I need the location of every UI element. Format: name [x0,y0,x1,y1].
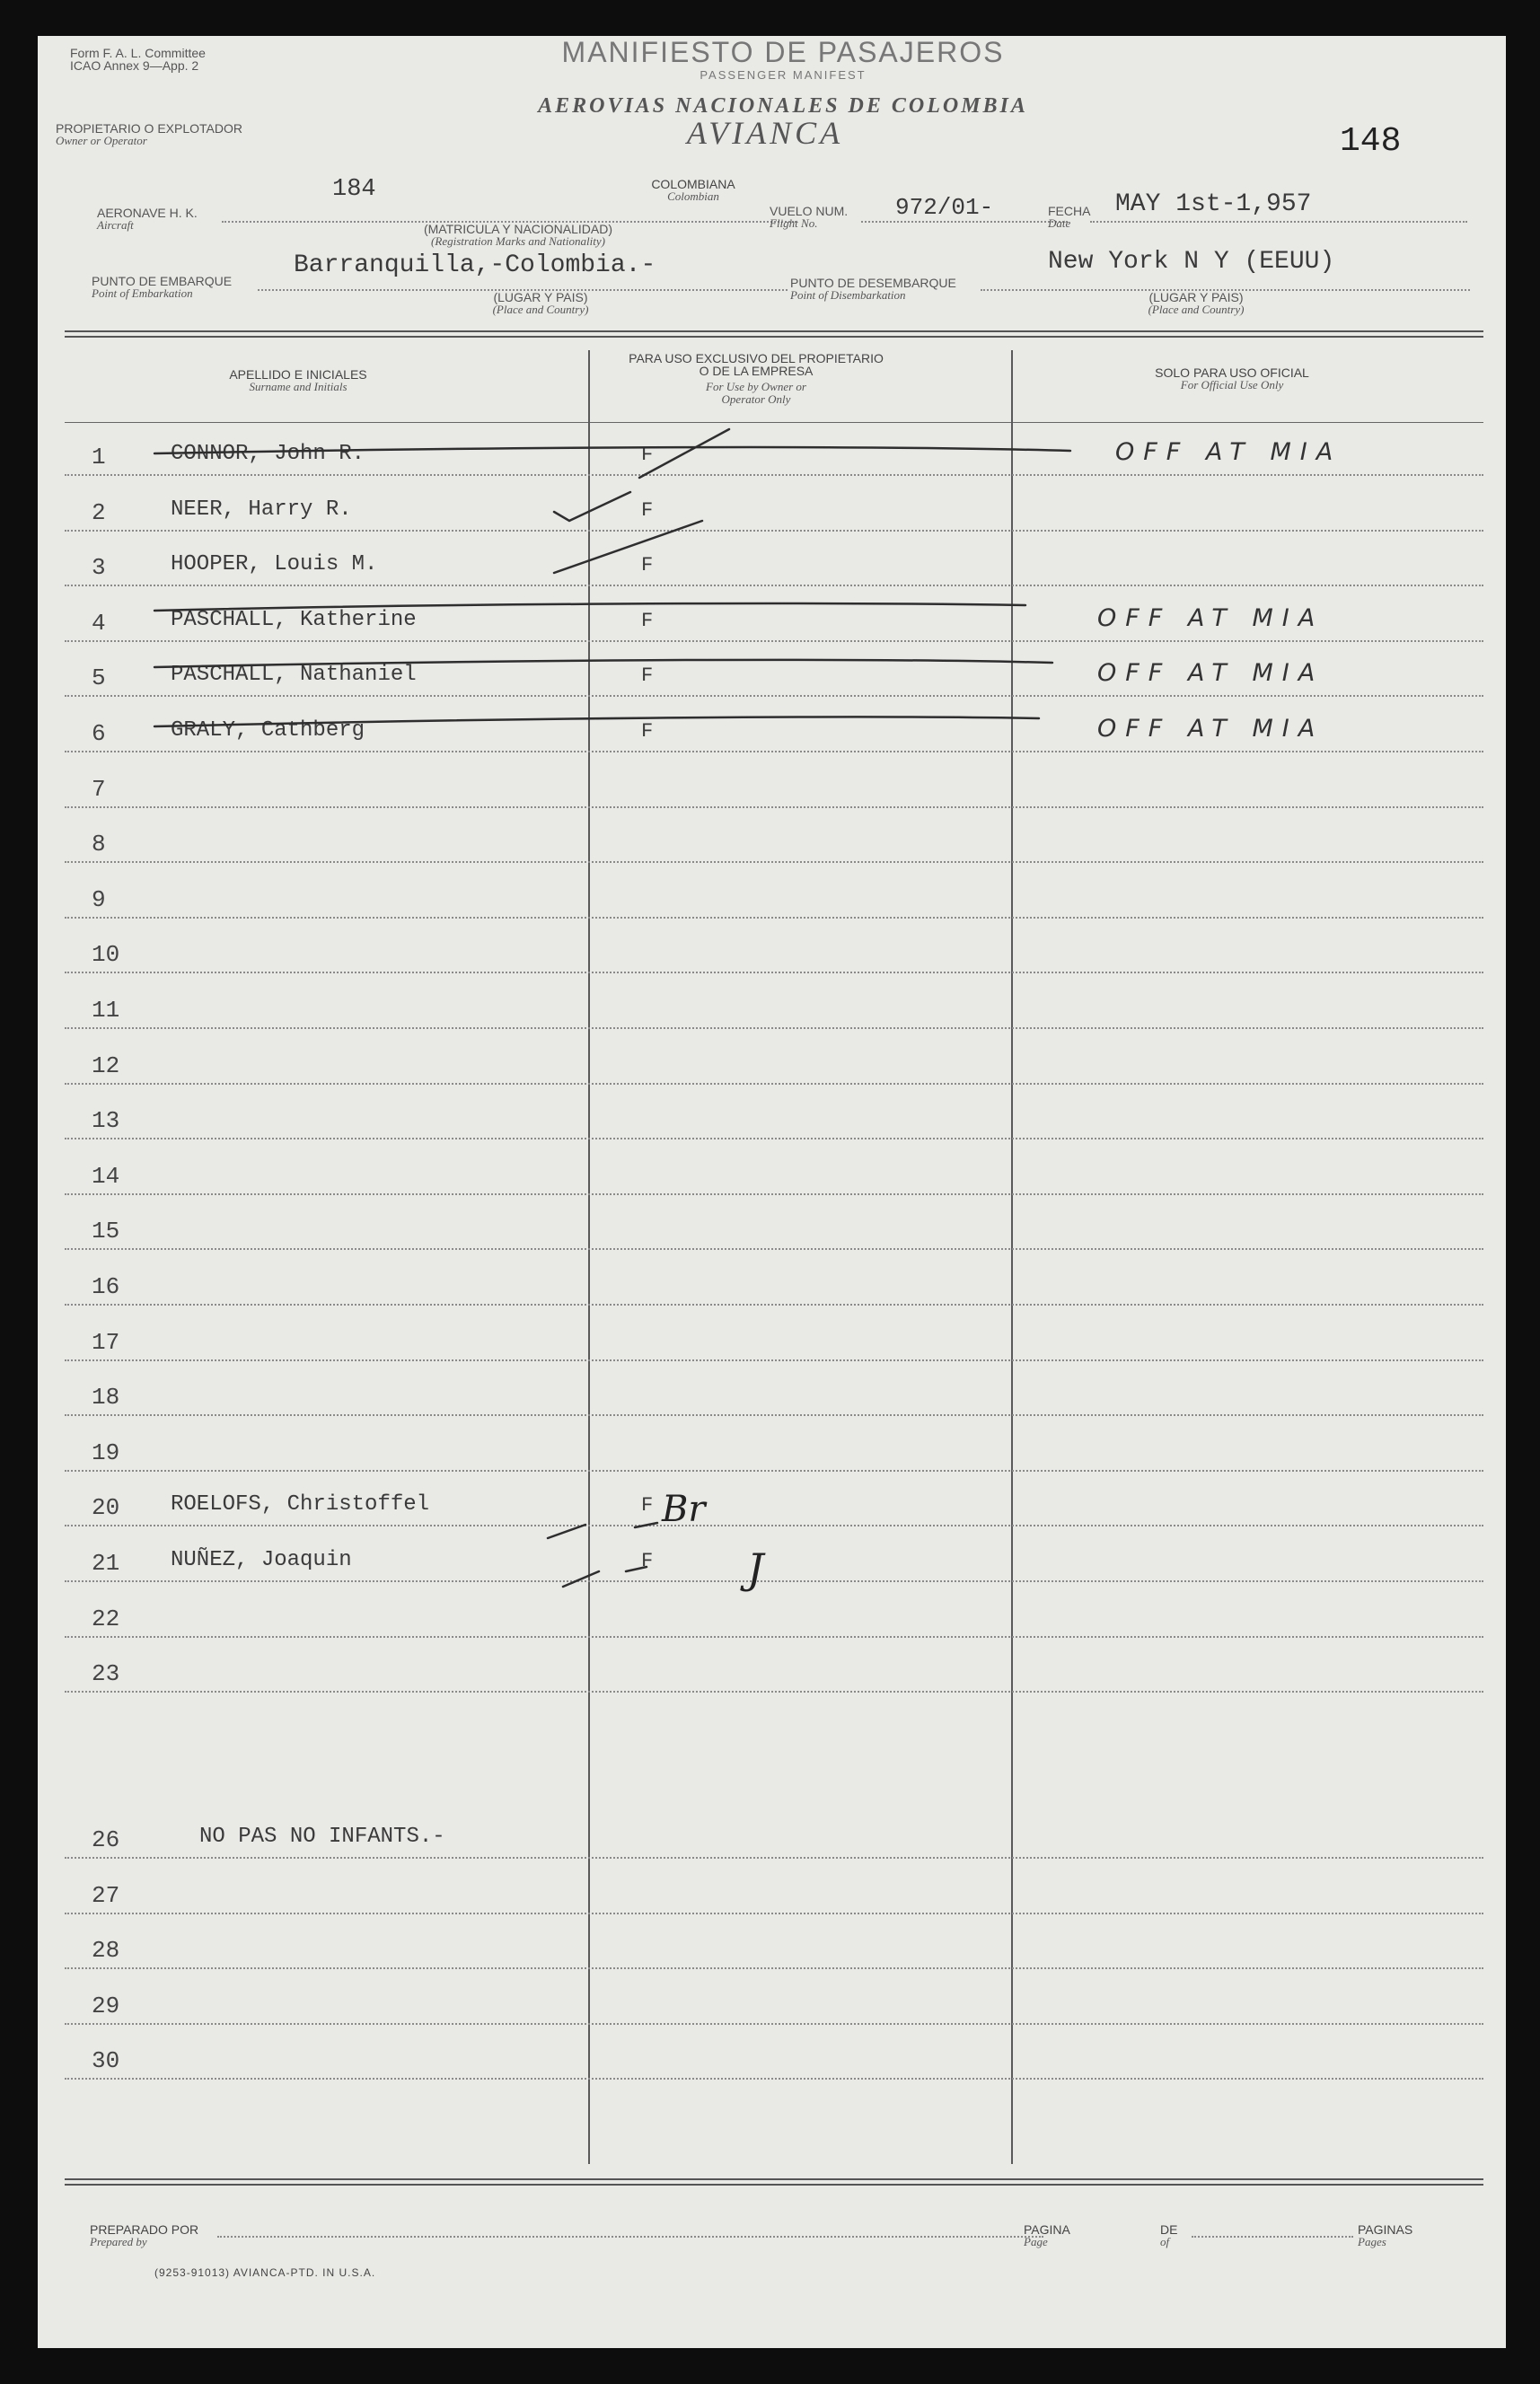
de-es: DE [1160,2222,1178,2237]
row-number: 20 [92,1494,120,1522]
passenger-name: NUÑEZ, Joaquin [171,1548,352,1572]
row-number: 9 [92,885,106,913]
row-number: 26 [92,1826,120,1853]
manifest-title: MANIFIESTO DE PASAJEROS [561,36,1005,68]
strike-row5 [154,660,1052,667]
row-number: 17 [92,1328,120,1356]
pagina-en: Page [1024,2235,1048,2248]
row-number: 13 [92,1107,120,1135]
date-value: MAY 1st-1,957 [1115,190,1312,218]
pagina-es: PAGINA [1024,2222,1070,2237]
strike-row6 [154,717,1039,726]
owner-code: F [641,664,654,688]
slash-row1 [639,429,729,478]
page-number: 148 [1340,122,1402,161]
embark-label-en: Point of Embarkation [92,286,193,300]
paginas-en: Pages [1358,2235,1386,2248]
official-note: OFF AT MIA [1097,603,1324,632]
airline-name: AEROVIAS NACIONALES DE COLOMBIA [538,94,1028,118]
aircraft-caption-es: (MATRICULA Y NACIONALIDAD) [423,222,613,236]
date-label-es: FECHA [1048,204,1091,218]
form-ref-line1: Form F. A. L. Committee [70,46,206,60]
row-number: 18 [92,1384,120,1412]
row-number: 7 [92,775,106,803]
owner-code: F [641,609,654,632]
row-number: 1 [92,444,106,471]
manifest-sheet [38,36,1506,2348]
strike-row1 [154,447,1070,453]
disembark-label-en: Point of Disembarkation [790,288,906,302]
row-number: 11 [92,997,120,1024]
nationality-above-es: COLOMBIANA [651,177,735,191]
disembark-label-es: PUNTO DE DESEMBARQUE [790,276,956,290]
airline-brand: AVIANCA [686,115,844,151]
disembark-caption-es: (LUGAR Y PAIS) [1148,290,1244,304]
slash-row3 [554,521,702,573]
row-number: 5 [92,664,106,692]
official-note: OFF AT MIA [1097,659,1324,688]
check-row2 [554,492,630,521]
embark-caption-es: (LUGAR Y PAIS) [493,290,588,304]
disembark-value: New York N Y (EEUU) [1048,248,1335,276]
prepared-by-es: PREPARADO POR [90,2222,199,2237]
row-number: 4 [92,609,106,637]
row-number: 2 [92,498,106,526]
owner-code: F [641,1494,654,1517]
paginas-label [1358,2223,1412,2248]
form-ref-line2: ICAO Annex 9—App. 2 [70,58,199,73]
col-header-official-en: For Official Use Only [1180,378,1284,391]
flight-label-es: VUELO NUM. [770,204,849,218]
row-number: 12 [92,1051,120,1079]
tick-row20-a [548,1525,585,1538]
de-en: of [1160,2235,1170,2248]
embark-label-es: PUNTO DE EMBARQUE [92,274,233,288]
tick-row21-b [626,1567,647,1571]
col-header-owner-en2: Operator Only [721,392,791,406]
initials-row21: J [747,1544,764,1593]
passenger-name: ROELOFS, Christoffel [171,1492,430,1517]
manifest-subtitle: PASSENGER MANIFEST [700,68,867,82]
owner-code: F [641,444,654,466]
row-number: 28 [92,1937,120,1965]
col-header-owner-en1: For Use by Owner or [706,380,806,393]
col-header-owner-es1: PARA USO EXCLUSIVO DEL PROPIETARIO [629,351,884,365]
row-number: 15 [92,1218,120,1245]
strike-row4 [154,603,1025,611]
tick-row21-a [563,1571,599,1587]
passenger-name: GRALY, Cathberg [171,718,365,743]
paginas-es: PAGINAS [1358,2222,1413,2237]
aircraft-value: 184 [332,176,376,203]
aircraft-label-en: Aircraft [97,218,134,232]
owner-code: F [641,1550,654,1572]
embark-value: Barranquilla,-Colombia.- [294,251,656,279]
row-number: 6 [92,720,106,747]
row-number: 19 [92,1438,120,1466]
aircraft-label-es: AERONAVE H. K. [97,206,198,220]
prepared-by-en: Prepared by [90,2235,147,2248]
row-number: 23 [92,1660,120,1688]
passenger-name: PASCHALL, Nathaniel [171,663,417,688]
row-number: 21 [92,1550,120,1577]
row-number: 22 [92,1605,120,1632]
owner-label-es: PROPIETARIO O EXPLOTADOR [56,121,242,136]
col-header-name-es: APELLIDO E INICIALES [229,367,367,382]
passenger-name: PASCHALL, Katherine [171,607,417,632]
row-number: 27 [92,1881,120,1909]
nationality-above-en: Colombian [667,189,719,203]
col-header-owner-es2: O DE LA EMPRESA [699,364,814,378]
prepared-by-label [90,2223,198,2248]
de-label [1160,2223,1177,2248]
tick-row20-b [635,1523,657,1527]
owner-code: F [641,554,654,577]
flight-value: 972/01- [895,194,994,221]
row-number: 8 [92,831,106,858]
col-header-official-es: SOLO PARA USO OFICIAL [1155,365,1309,380]
row-number: 10 [92,941,120,969]
official-note: OFF AT MIA [1097,715,1324,743]
row-number: 30 [92,2047,120,2075]
passenger-name: NO PAS NO INFANTS.- [199,1825,445,1849]
owner-label-en: Owner or Operator [56,134,147,147]
row-number: 29 [92,1992,120,2019]
passenger-name: CONNOR, John R. [171,442,365,466]
row-number: 3 [92,554,106,582]
aircraft-caption-en: (Registration Marks and Nationality) [431,234,605,248]
embark-caption-en: (Place and Country) [492,303,589,316]
date-label-en: Date [1048,216,1071,230]
passenger-name: NEER, Harry R. [171,497,352,522]
owner-code: F [641,720,654,743]
pagina-label [1024,2223,1070,2248]
official-note: OFF AT MIA [1115,438,1342,466]
row-number: 14 [92,1162,120,1190]
print-code: (9253-91013) AVIANCA-PTD. IN U.S.A. [154,2266,376,2279]
flight-label-en: Flight No. [770,216,818,230]
col-header-name-en: Surname and Initials [249,380,348,393]
initials-row20: Br [662,1489,706,1530]
disembark-caption-en: (Place and Country) [1148,303,1245,316]
owner-code: F [641,498,654,522]
handwritten-marks [38,36,1506,2348]
row-number: 16 [92,1273,120,1300]
passenger-name: HOOPER, Louis M. [171,552,378,577]
